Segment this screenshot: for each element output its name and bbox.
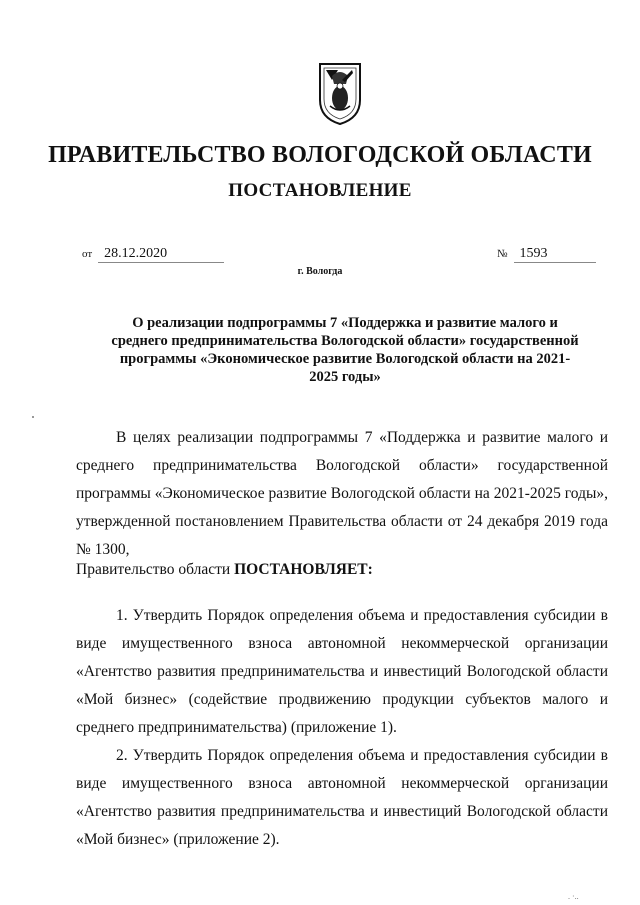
government-title: ПРАВИТЕЛЬСТВО ВОЛОГОДСКОЙ ОБЛАСТИ (48, 142, 592, 168)
number-value: 1593 (514, 246, 596, 263)
number-field (497, 246, 596, 263)
document-type-title: ПОСТАНОВЛЕНИЕ (228, 180, 412, 201)
preamble-paragraph: В целях реализации подпрограммы 7 «Поддержка и развитие малого и среднего предпринимательства Вологодской области» государственной программы «Экономическое развитие Вологодской области на 2021-2025 годы», утвержденной постановлением Правительства области от 24 декабря 2019 года № 1300, (76, 429, 608, 558)
item-1-paragraph: 1. Утвердить Порядок определения объема и предоставления субсидии в виде имущественного взноса автономной некоммерческой организации «Агентство развития предпринимательства и инвестиций Вологодской области «Мой бизнес» (содействие продвижению продукции субъектов малого и среднего предпринимательства) (приложение 1). (76, 607, 608, 736)
coat-of-arms-icon (318, 62, 362, 126)
document-heading: О реализации подпрограммы 7 «Поддержка и развитие малого и среднего предпринимательства Вологодской области» государственной программы «Экономическое развитие Вологодской области на 2021-2025 годы» (111, 315, 579, 385)
date-label: от (82, 248, 93, 260)
decree-word: ПОСТАНОВЛЯЕТ: (234, 561, 373, 578)
decree-paragraph (76, 556, 608, 584)
item-2-paragraph: 2. Утвердить Порядок определения объема и предоставления субсидии в виде имущественного взноса автономной некоммерческой организации «Агентство развития предпринимательства и инвестиций Вологодской области «Мой бизнес» (приложение 2). (76, 747, 608, 848)
date-field (82, 246, 224, 263)
footer-mark: . ·.. (568, 892, 579, 901)
city-label: г. Вологда (297, 266, 343, 277)
number-label: № (497, 248, 508, 260)
date-value: 28.12.2020 (98, 246, 224, 263)
decree-prefix: Правительство области (76, 561, 235, 578)
scan-speck (32, 416, 34, 418)
